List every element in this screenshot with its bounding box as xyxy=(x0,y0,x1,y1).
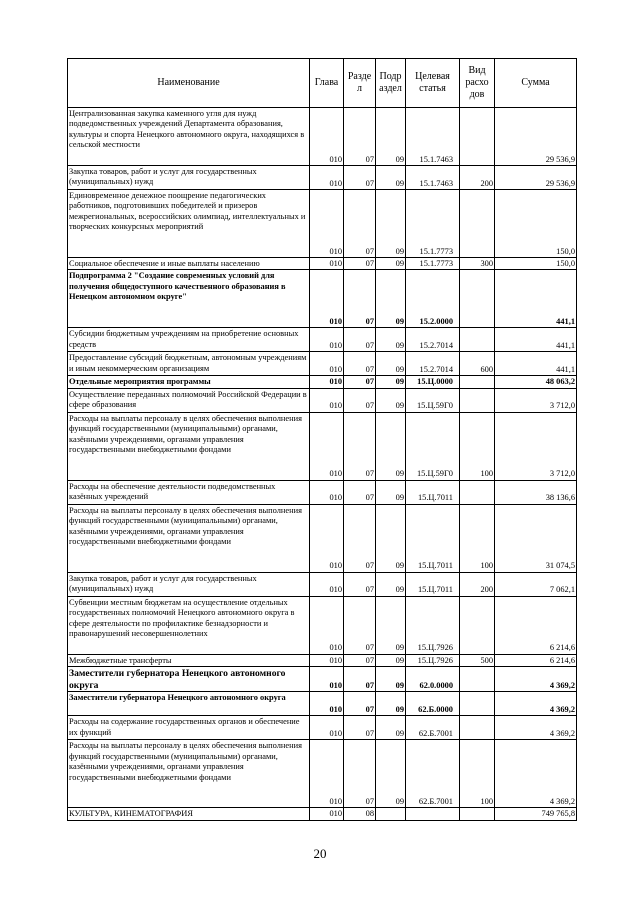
cell-vid xyxy=(460,716,495,740)
cell-name: Расходы на выплаты персоналу в целях обеспечения выполнения функций государственными (муниципальными) органами, казёнными учреждениями, органами управления государственными внебюджетными фондами xyxy=(68,740,310,808)
cell-target: 15.Ц.7011 xyxy=(406,480,460,504)
cell-vid xyxy=(460,667,495,692)
cell-podrazdel: 09 xyxy=(376,258,406,270)
cell-name: КУЛЬТУРА, КИНЕМАТОГРАФИЯ xyxy=(68,808,310,820)
cell-target xyxy=(406,808,460,820)
cell-sum: 749 765,8 xyxy=(495,808,577,820)
cell-vid: 100 xyxy=(460,504,495,572)
cell-name: Подпрограмма 2 "Создание современных условий для получения общедоступного качественного образования в Ненецком автономном округе" xyxy=(68,270,310,328)
cell-sum: 4 369,2 xyxy=(495,716,577,740)
cell-sum: 441,1 xyxy=(495,352,577,376)
cell-vid xyxy=(460,328,495,352)
cell-target: 15.1.7463 xyxy=(406,108,460,166)
cell-vid: 200 xyxy=(460,572,495,596)
cell-podrazdel: 09 xyxy=(376,740,406,808)
page-number: 20 xyxy=(313,846,327,861)
cell-razdel: 07 xyxy=(344,716,376,740)
cell-podrazdel: 09 xyxy=(376,108,406,166)
cell-glava: 010 xyxy=(310,716,344,740)
cell-podrazdel: 09 xyxy=(376,190,406,258)
cell-sum: 4 369,2 xyxy=(495,667,577,692)
cell-name: Отдельные мероприятия программы xyxy=(68,376,310,388)
table-row xyxy=(68,716,577,740)
col-header-target: Целевая статья xyxy=(406,59,460,108)
cell-name: Централизованная закупка каменного угля для нужд подведомственных учреждений Департамента образования, культуры и спорта Ненецкого автономного округа, находящихся в сельской местности xyxy=(68,108,310,166)
cell-vid: 200 xyxy=(460,166,495,190)
cell-razdel: 07 xyxy=(344,270,376,328)
table-row xyxy=(68,412,577,480)
cell-glava: 010 xyxy=(310,596,344,654)
cell-podrazdel xyxy=(376,808,406,820)
table-row xyxy=(68,108,577,166)
cell-name: Закупка товаров, работ и услуг для государственных (муниципальных) нужд xyxy=(68,572,310,596)
cell-name: Межбюджетные трансферты xyxy=(68,654,310,666)
cell-razdel: 07 xyxy=(344,572,376,596)
cell-sum: 7 062,1 xyxy=(495,572,577,596)
cell-glava: 010 xyxy=(310,388,344,412)
cell-podrazdel: 09 xyxy=(376,692,406,716)
table-header-row xyxy=(68,59,577,108)
cell-podrazdel: 09 xyxy=(376,412,406,480)
cell-vid: 500 xyxy=(460,654,495,666)
cell-vid xyxy=(460,376,495,388)
cell-name: Субвенции местным бюджетам на осуществление отдельных государственных полномочий Ненецкого автономного округа в сфере деятельности по профилактике безнадзорности и правонарушений несовершеннолетних xyxy=(68,596,310,654)
cell-razdel: 07 xyxy=(344,166,376,190)
cell-podrazdel: 09 xyxy=(376,328,406,352)
cell-podrazdel: 09 xyxy=(376,596,406,654)
table-row xyxy=(68,388,577,412)
cell-vid xyxy=(460,692,495,716)
cell-name: Предоставление субсидий бюджетным, автономным учреждениям и иным некоммерческим организациям xyxy=(68,352,310,376)
cell-glava: 010 xyxy=(310,740,344,808)
table-row xyxy=(68,190,577,258)
cell-sum: 3 712,0 xyxy=(495,412,577,480)
cell-razdel: 07 xyxy=(344,654,376,666)
cell-sum: 4 369,2 xyxy=(495,692,577,716)
cell-vid xyxy=(460,388,495,412)
cell-target: 15.Ц.7011 xyxy=(406,572,460,596)
cell-glava: 010 xyxy=(310,270,344,328)
cell-razdel: 08 xyxy=(344,808,376,820)
cell-razdel: 07 xyxy=(344,740,376,808)
cell-name: Единовременное денежное поощрение педагогических работников, подготовивших победителей и призеров межрегиональных, всероссийских олимпиад, интеллектуальных и творческих конкурсных мероприятий xyxy=(68,190,310,258)
cell-vid: 300 xyxy=(460,258,495,270)
cell-name: Расходы на содержание государственных органов и обеспечение их функций xyxy=(68,716,310,740)
cell-name: Заместители губернатора Ненецкого автономного округа xyxy=(68,667,310,692)
table-row xyxy=(68,504,577,572)
table-row xyxy=(68,740,577,808)
cell-glava: 010 xyxy=(310,108,344,166)
cell-glava: 010 xyxy=(310,808,344,820)
cell-target: 15.Ц.59Г0 xyxy=(406,388,460,412)
cell-razdel: 07 xyxy=(344,108,376,166)
cell-vid xyxy=(460,480,495,504)
budget-table xyxy=(67,58,577,821)
cell-target: 15.2.0000 xyxy=(406,270,460,328)
cell-vid xyxy=(460,270,495,328)
cell-glava: 010 xyxy=(310,190,344,258)
cell-razdel: 07 xyxy=(344,388,376,412)
cell-podrazdel: 09 xyxy=(376,504,406,572)
cell-name: Закупка товаров, работ и услуг для государственных (муниципальных) нужд xyxy=(68,166,310,190)
table-row xyxy=(68,667,577,692)
cell-glava: 010 xyxy=(310,480,344,504)
cell-target: 15.1.7773 xyxy=(406,258,460,270)
cell-vid xyxy=(460,108,495,166)
cell-vid: 600 xyxy=(460,352,495,376)
cell-razdel: 07 xyxy=(344,692,376,716)
cell-razdel: 07 xyxy=(344,190,376,258)
cell-glava: 010 xyxy=(310,258,344,270)
cell-razdel: 07 xyxy=(344,352,376,376)
cell-sum: 150,0 xyxy=(495,190,577,258)
table-row xyxy=(68,258,577,270)
cell-target: 62.0.0000 xyxy=(406,667,460,692)
cell-target: 15.2.7014 xyxy=(406,328,460,352)
cell-name: Заместители губернатора Ненецкого автономного округа xyxy=(68,692,310,716)
cell-sum: 29 536,9 xyxy=(495,166,577,190)
cell-razdel: 07 xyxy=(344,480,376,504)
cell-name: Субсидии бюджетным учреждениям на приобретение основных средств xyxy=(68,328,310,352)
cell-sum: 441,1 xyxy=(495,270,577,328)
table-row xyxy=(68,572,577,596)
cell-sum: 48 063,2 xyxy=(495,376,577,388)
cell-sum: 31 074,5 xyxy=(495,504,577,572)
cell-target: 15.Ц.7926 xyxy=(406,596,460,654)
cell-name: Социальное обеспечение и иные выплаты населению xyxy=(68,258,310,270)
col-header-name: Наименование xyxy=(68,59,310,108)
cell-vid xyxy=(460,808,495,820)
cell-sum: 6 214,6 xyxy=(495,654,577,666)
cell-target: 62.Б.0000 xyxy=(406,692,460,716)
cell-sum: 441,1 xyxy=(495,328,577,352)
cell-podrazdel: 09 xyxy=(376,376,406,388)
col-header-glava: Глава xyxy=(310,59,344,108)
cell-vid xyxy=(460,190,495,258)
cell-glava: 010 xyxy=(310,376,344,388)
cell-target: 62.Б.7001 xyxy=(406,716,460,740)
cell-glava: 010 xyxy=(310,667,344,692)
cell-target: 15.Ц.0000 xyxy=(406,376,460,388)
table-row xyxy=(68,270,577,328)
cell-name: Расходы на выплаты персоналу в целях обеспечения выполнения функций государственными (муниципальными) органами, казёнными учреждениями, органами управления государственными внебюджетными фондами xyxy=(68,412,310,480)
cell-razdel: 07 xyxy=(344,376,376,388)
cell-podrazdel: 09 xyxy=(376,388,406,412)
cell-podrazdel: 09 xyxy=(376,166,406,190)
cell-target: 15.1.7773 xyxy=(406,190,460,258)
cell-vid: 100 xyxy=(460,412,495,480)
cell-razdel: 07 xyxy=(344,328,376,352)
cell-podrazdel: 09 xyxy=(376,480,406,504)
cell-target: 15.Ц.59Г0 xyxy=(406,412,460,480)
cell-vid xyxy=(460,596,495,654)
cell-glava: 010 xyxy=(310,352,344,376)
table-row xyxy=(68,808,577,820)
table-row xyxy=(68,376,577,388)
cell-razdel: 07 xyxy=(344,412,376,480)
cell-razdel: 07 xyxy=(344,504,376,572)
cell-podrazdel: 09 xyxy=(376,352,406,376)
cell-glava: 010 xyxy=(310,166,344,190)
cell-target: 15.Ц.7926 xyxy=(406,654,460,666)
table-body xyxy=(68,108,577,821)
col-header-sum: Сумма xyxy=(495,59,577,108)
cell-sum: 150,0 xyxy=(495,258,577,270)
cell-glava: 010 xyxy=(310,412,344,480)
cell-name: Расходы на обеспечение деятельности подведомственных казённых учреждений xyxy=(68,480,310,504)
cell-target: 15.2.7014 xyxy=(406,352,460,376)
cell-sum: 4 369,2 xyxy=(495,740,577,808)
table-row xyxy=(68,480,577,504)
cell-podrazdel: 09 xyxy=(376,716,406,740)
table-row xyxy=(68,692,577,716)
cell-podrazdel: 09 xyxy=(376,270,406,328)
cell-glava: 010 xyxy=(310,654,344,666)
cell-sum: 38 136,6 xyxy=(495,480,577,504)
cell-vid: 100 xyxy=(460,740,495,808)
cell-sum: 29 536,9 xyxy=(495,108,577,166)
table-row xyxy=(68,352,577,376)
cell-name: Расходы на выплаты персоналу в целях обеспечения выполнения функций государственными (муниципальными) органами, казёнными учреждениями, органами управления государственными внебюджетными фондами xyxy=(68,504,310,572)
col-header-podrazdel: Подр аздел xyxy=(376,59,406,108)
col-header-vid: Вид расхо дов xyxy=(460,59,495,108)
cell-target: 62.Б.7001 xyxy=(406,740,460,808)
cell-glava: 010 xyxy=(310,504,344,572)
cell-razdel: 07 xyxy=(344,667,376,692)
table-row xyxy=(68,654,577,666)
cell-glava: 010 xyxy=(310,692,344,716)
cell-podrazdel: 09 xyxy=(376,572,406,596)
cell-podrazdel: 09 xyxy=(376,654,406,666)
table-row xyxy=(68,166,577,190)
table-row xyxy=(68,596,577,654)
table-row xyxy=(68,328,577,352)
cell-razdel: 07 xyxy=(344,596,376,654)
cell-target: 15.1.7463 xyxy=(406,166,460,190)
cell-glava: 010 xyxy=(310,572,344,596)
cell-razdel: 07 xyxy=(344,258,376,270)
cell-glava: 010 xyxy=(310,328,344,352)
col-header-razdel: Разде л xyxy=(344,59,376,108)
cell-name: Осуществление переданных полномочий Российской Федерации в сфере образования xyxy=(68,388,310,412)
cell-target: 15.Ц.7011 xyxy=(406,504,460,572)
cell-sum: 3 712,0 xyxy=(495,388,577,412)
cell-podrazdel: 09 xyxy=(376,667,406,692)
cell-sum: 6 214,6 xyxy=(495,596,577,654)
